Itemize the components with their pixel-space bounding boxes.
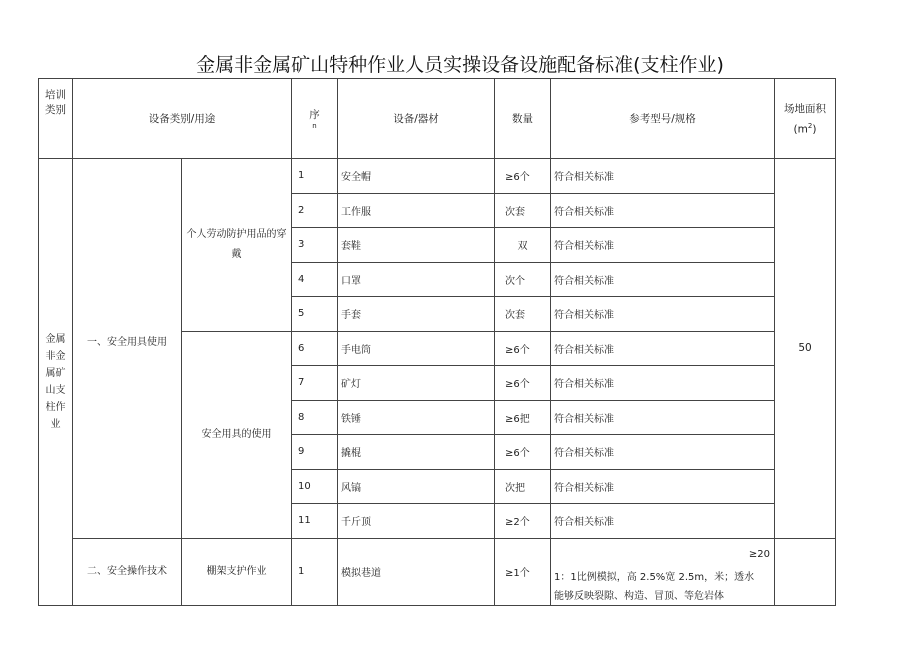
row-equipment: 手套	[338, 297, 495, 332]
group2-label: 二、安全操作技术	[73, 538, 182, 605]
header-row	[39, 79, 836, 159]
row-spec: 符合相关标准	[551, 469, 775, 504]
row-equipment: 铁锤	[338, 400, 495, 435]
group1-sub1: 个人劳动防护用品的穿戴	[182, 159, 292, 332]
row-equipment: 千斤顶	[338, 504, 495, 539]
header-training-category: 培训 类别	[39, 79, 73, 159]
row-spec	[551, 538, 775, 605]
row-spec: 符合相关标准	[551, 228, 775, 263]
row-seq: 2	[292, 193, 338, 228]
row-equipment: 撬棍	[338, 435, 495, 470]
row-spec: 符合相关标准	[551, 297, 775, 332]
header-spec: 参考型号/规格	[551, 79, 775, 159]
row-spec: 符合相关标准	[551, 331, 775, 366]
row-seq: 4	[292, 262, 338, 297]
row-quantity: ≥1个	[495, 538, 551, 605]
row-seq: 5	[292, 297, 338, 332]
row-equipment: 矿灯	[338, 366, 495, 401]
header-quantity: 数量	[495, 79, 551, 159]
row-quantity: 双	[495, 228, 551, 263]
table-row	[39, 159, 836, 194]
row-quantity: ≥6把	[495, 400, 551, 435]
row-quantity: ≥6个	[495, 331, 551, 366]
row-quantity: 次套	[495, 193, 551, 228]
row-quantity: 次把	[495, 469, 551, 504]
row-spec: 符合相关标准	[551, 504, 775, 539]
row-seq: 6	[292, 331, 338, 366]
spec-line-1: ≥20	[748, 548, 770, 560]
row-equipment: 风镐	[338, 469, 495, 504]
row-equipment: 模拟巷道	[338, 538, 495, 605]
row-spec: 符合相关标准	[551, 366, 775, 401]
group1-sub2: 安全用具的使用	[182, 331, 292, 538]
row-equipment: 口罩	[338, 262, 495, 297]
row-equipment: 套鞋	[338, 228, 495, 263]
row-spec: 符合相关标准	[551, 400, 775, 435]
row-seq: 3	[292, 228, 338, 263]
header-seq: 序 n	[292, 79, 338, 159]
row-quantity: 次个	[495, 262, 551, 297]
row-quantity: ≥6个	[495, 366, 551, 401]
row-seq: 9	[292, 435, 338, 470]
row-equipment: 工作服	[338, 193, 495, 228]
row-spec: 符合相关标准	[551, 193, 775, 228]
page-title: 金属非金属矿山特种作业人员实操设备设施配备标准(支柱作业)	[196, 54, 724, 76]
group1-label: 一、安全用具使用	[73, 159, 182, 539]
header-equipment-type: 设备类别/用途	[73, 79, 292, 159]
row-quantity: ≥2个	[495, 504, 551, 539]
row-seq: 1	[292, 159, 338, 194]
row-seq: 11	[292, 504, 338, 539]
row-quantity: ≥6个	[495, 435, 551, 470]
row-seq: 1	[292, 538, 338, 605]
area-value: 50	[775, 159, 836, 539]
header-equipment: 设备/器材	[338, 79, 495, 159]
equipment-standard-table	[38, 78, 836, 606]
spec-line-2: 1：1比例模拟，高 2.5%宽 2.5m，米；透水	[554, 571, 755, 583]
table-row	[39, 538, 836, 605]
row-spec: 符合相关标准	[551, 262, 775, 297]
row-seq: 7	[292, 366, 338, 401]
row-seq: 10	[292, 469, 338, 504]
row-equipment: 安全帽	[338, 159, 495, 194]
spec-line-3: 能够反映裂隙、构造、冒顶、等危岩体	[554, 590, 724, 602]
row-seq: 8	[292, 400, 338, 435]
row-spec: 符合相关标准	[551, 435, 775, 470]
training-category-cell: 金属 非金 属矿 山支 柱作 业	[39, 159, 73, 606]
row-spec: 符合相关标准	[551, 159, 775, 194]
group2-sub: 棚架支护作业	[182, 538, 292, 605]
row-quantity: 次套	[495, 297, 551, 332]
area-empty	[775, 538, 836, 605]
header-area: 场地面积 $(m^2)$	[775, 79, 836, 159]
row-quantity: ≥6个	[495, 159, 551, 194]
row-equipment: 手电筒	[338, 331, 495, 366]
